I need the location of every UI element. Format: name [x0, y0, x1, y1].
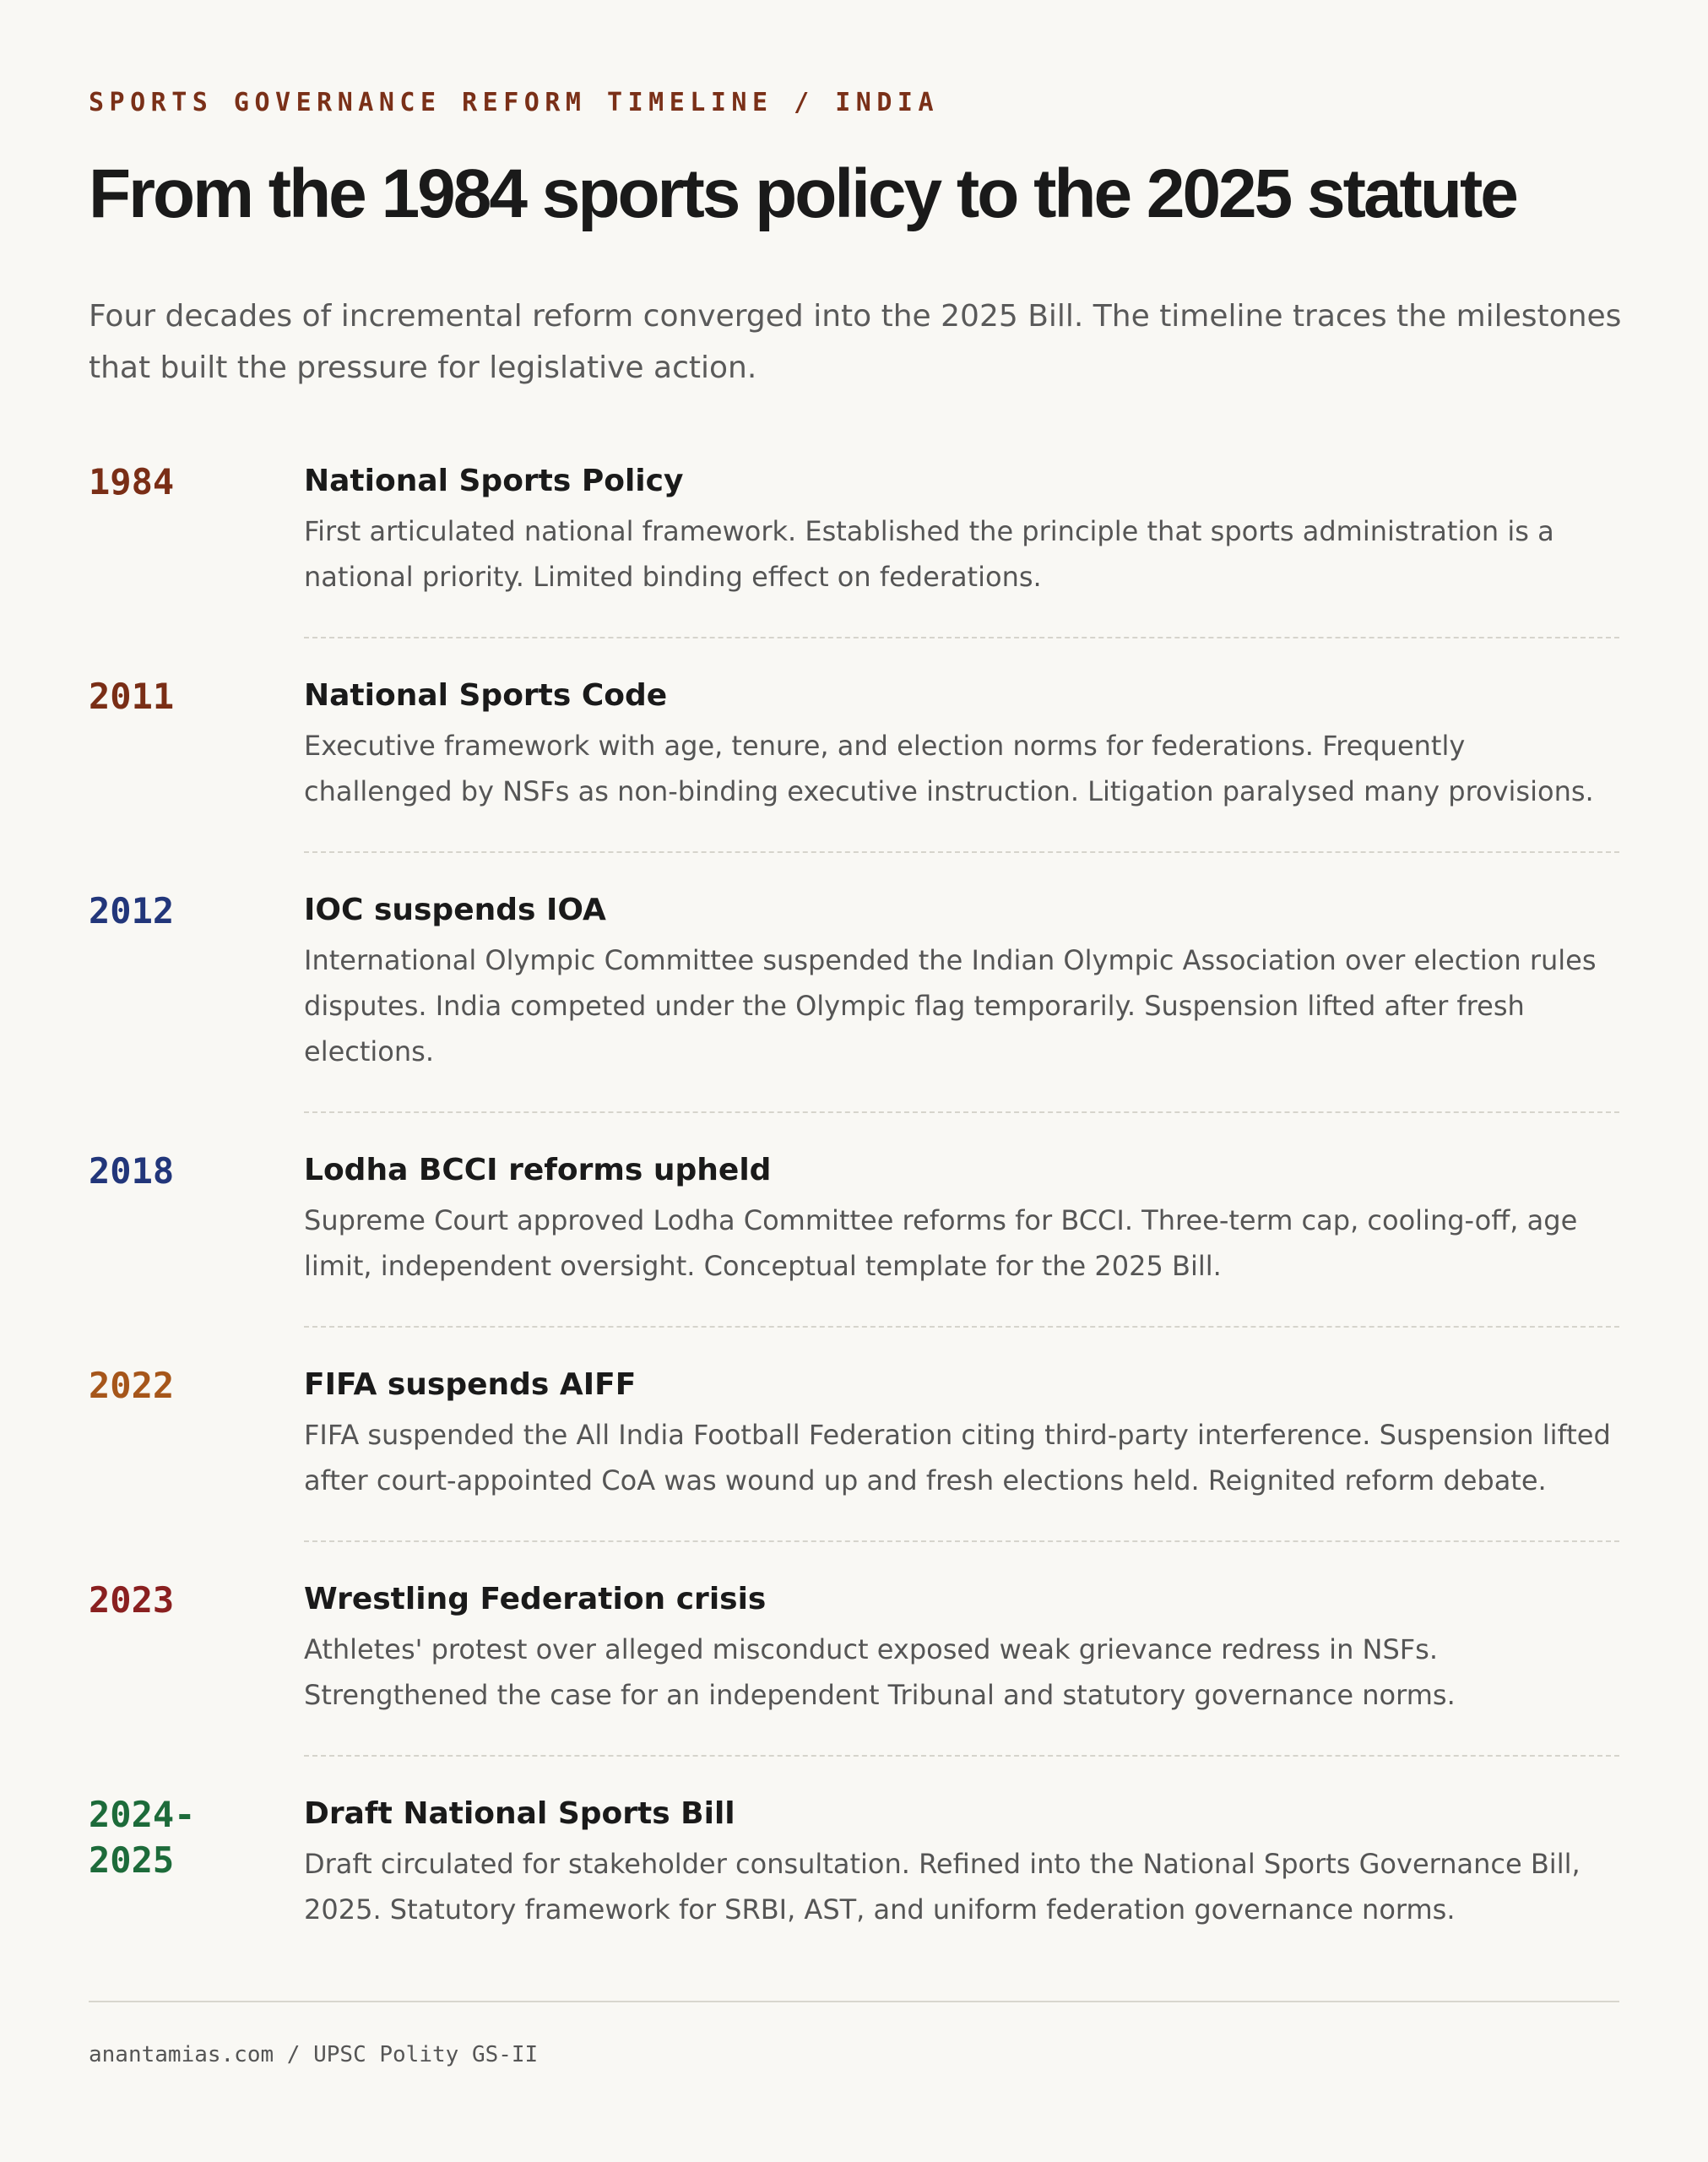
- timeline-year: 2012: [89, 890, 175, 932]
- timeline-entry-title: IOC suspends IOA: [304, 893, 606, 927]
- timeline-year: 2022: [89, 1365, 175, 1406]
- timeline-entry: [89, 669, 1619, 853]
- timeline-year: 1984: [89, 461, 175, 502]
- timeline-entry-title: Lodha BCCI reforms upheld: [304, 1153, 772, 1187]
- timeline-entry-description: Executive framework with age, tenure, and election norms for federations. Frequently challenged by NSFs as non-binding executive instruction. Litigation paralysed many provisions.: [304, 730, 1594, 807]
- timeline-entry: [89, 454, 1619, 638]
- timeline-entry-description: Supreme Court approved Lodha Committee reforms for BCCI. Three-term cap, cooling-off, age limit, independent oversight. Conceptual template for the 2025 Bill.: [304, 1204, 1578, 1282]
- timeline-entry-description: Athletes' protest over alleged misconduct exposed weak grievance redress in NSFs. Strengthened the case for an independent Tribunal and statutory governance norms.: [304, 1633, 1456, 1711]
- timeline-entry-content: [304, 454, 1619, 638]
- page-subtitle: Four decades of incremental reform converged into the 2025 Bill. The timeline traces the milestones that built the pressure for legislative action.: [89, 299, 1622, 385]
- timeline-entry: [89, 1573, 1619, 1757]
- timeline-entry-title: National Sports Policy: [304, 464, 684, 498]
- timeline-entry-content: [304, 1358, 1619, 1542]
- timeline-year: 2011: [89, 676, 175, 717]
- timeline-entry-title: National Sports Code: [304, 678, 668, 713]
- timeline-year: 2024- 2025: [89, 1794, 196, 1881]
- timeline-entry: [89, 1787, 1619, 1969]
- footer-divider: [89, 2001, 1619, 2002]
- timeline-entry: [89, 883, 1619, 1113]
- kicker-label: SPORTS GOVERNANCE REFORM TIMELINE / INDIA: [89, 88, 940, 117]
- footer-source: anantamias.com / UPSC Polity GS-II: [89, 2042, 539, 2067]
- timeline-entry-content: [304, 1787, 1619, 1969]
- timeline-entry-title: FIFA suspends AIFF: [304, 1367, 637, 1402]
- timeline-entry: [89, 1143, 1619, 1328]
- timeline-entry-description: FIFA suspended the All India Football Federation citing third-party interference. Suspension lifted after court-appointed CoA was wound up and fresh elections held. Reignited reform debate.: [304, 1419, 1611, 1497]
- timeline-entry: [89, 1358, 1619, 1542]
- timeline-entry-description: International Olympic Committee suspended the Indian Olympic Association over election rules disputes. India competed under the Olympic flag temporarily. Suspension lifted after fresh elections.: [304, 944, 1597, 1067]
- timeline-entry-title: Draft National Sports Bill: [304, 1796, 735, 1831]
- timeline-entry-content: [304, 1143, 1619, 1328]
- page-title: From the 1984 sports policy to the 2025 statute: [89, 155, 1516, 232]
- timeline-entry-content: [304, 1573, 1619, 1757]
- timeline-year: 2023: [89, 1579, 175, 1621]
- timeline-entry-content: [304, 883, 1619, 1113]
- timeline-entry-description: First articulated national framework. Established the principle that sports administration is a national priority. Limited binding effect on federations.: [304, 515, 1554, 593]
- timeline-entry-content: [304, 669, 1619, 853]
- timeline-entry-title: Wrestling Federation crisis: [304, 1582, 767, 1616]
- timeline-year: 2018: [89, 1150, 175, 1192]
- timeline-entry-description: Draft circulated for stakeholder consultation. Refined into the National Sports Governance Bill, 2025. Statutory framework for SRBI, AST, and uniform federation governance norms.: [304, 1848, 1581, 1926]
- timeline: [89, 454, 1619, 1969]
